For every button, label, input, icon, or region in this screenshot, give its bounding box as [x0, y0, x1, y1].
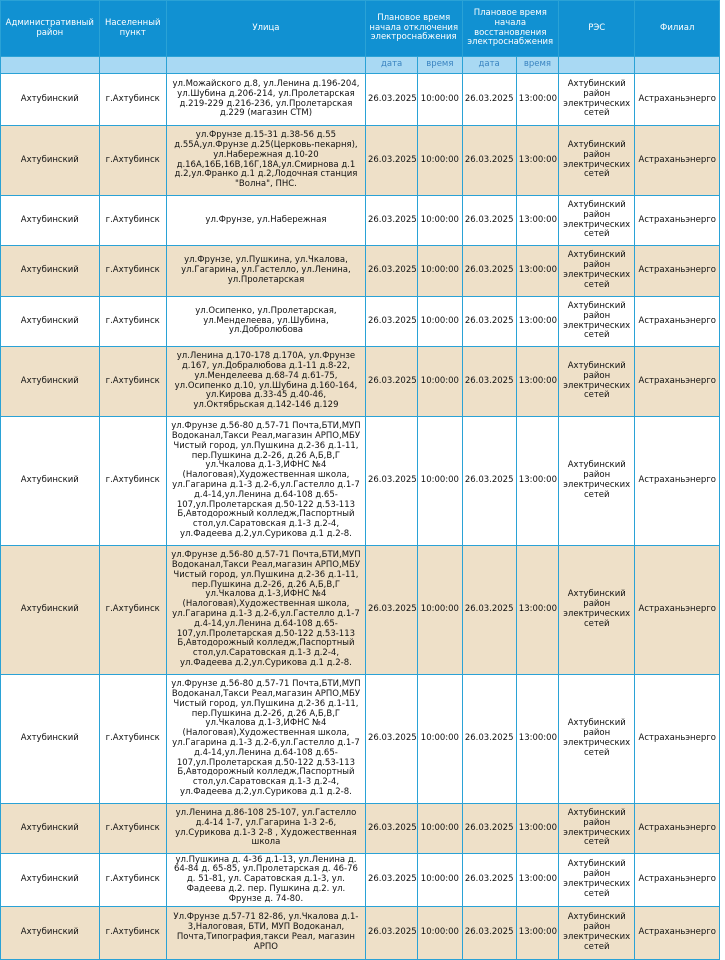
off-date-cell: 26.03.2025 — [365, 675, 417, 804]
on-time-cell: 13:00:00 — [516, 297, 558, 347]
locality-cell: г.Ахтубинск — [99, 804, 166, 854]
district-cell: Ахтубинский — [1, 417, 100, 546]
on-time-cell: 13:00:00 — [516, 347, 558, 417]
off-time-cell: 10:00:00 — [418, 74, 462, 126]
subheader-empty — [166, 57, 365, 74]
on-date-cell: 26.03.2025 — [462, 246, 516, 297]
on-date-cell: 26.03.2025 — [462, 907, 516, 960]
subheader-empty — [1, 57, 100, 74]
res-cell: Ахтубинский район электрических сетей — [559, 246, 635, 297]
header-row — [1, 1, 720, 57]
street-cell: ул.Пушкина д. 4-36 д.1-13, ул.Ленина д. 64-84 д. 65-85, ул.Пролетарская д. 46-76 д. 51-81, ул. Саратовская д.1-3, ул. Фадеева д.2. пер. Пушкина д.2. ул. Фрунзе д. 74-80. — [166, 854, 365, 907]
header-branch: Филиал — [635, 1, 720, 57]
off-date-cell: 26.03.2025 — [365, 126, 417, 196]
district-cell: Ахтубинский — [1, 675, 100, 804]
branch-cell: Астраханьэнерго — [635, 675, 720, 804]
locality-cell: г.Ахтубинск — [99, 297, 166, 347]
off-date-cell: 26.03.2025 — [365, 417, 417, 546]
table-row — [1, 74, 720, 126]
res-cell: Ахтубинский район электрических сетей — [559, 854, 635, 907]
branch-cell: Астраханьэнерго — [635, 854, 720, 907]
table-row — [1, 246, 720, 297]
off-date-cell: 26.03.2025 — [365, 297, 417, 347]
subheader-off-date: дата — [365, 57, 417, 74]
street-cell: ул.Осипенко, ул.Пролетарская, ул.Менделеева, ул.Шубина, ул.Добролюбова — [166, 297, 365, 347]
branch-cell: Астраханьэнерго — [635, 347, 720, 417]
on-time-cell: 13:00:00 — [516, 417, 558, 546]
street-cell: ул.Ленина д.86-108 25-107, ул.Гастелло д.4-14 1-7, ул.Гагарина 1-3 2-6, ул.Сурикова д.1-3 2-8 , Художественная школа — [166, 804, 365, 854]
locality-cell: г.Ахтубинск — [99, 246, 166, 297]
on-date-cell: 26.03.2025 — [462, 804, 516, 854]
on-time-cell: 13:00:00 — [516, 74, 558, 126]
district-cell: Ахтубинский — [1, 854, 100, 907]
branch-cell: Астраханьэнерго — [635, 246, 720, 297]
street-cell: ул.Ленина д.170-178 д.170А, ул.Фрунзе д.167, ул.Добралюбова д.1-11 д.8-22, ул.Менделеева д.68-74 д.61-75, ул.Осипенко д.10, ул.Шубина д.160-164, ул.Кирова д.33-45 д.40-46, ул.Октябрьская д.142-146 д.129 — [166, 347, 365, 417]
locality-cell: г.Ахтубинск — [99, 907, 166, 960]
off-time-cell: 10:00:00 — [418, 675, 462, 804]
res-cell: Ахтубинский район электрических сетей — [559, 297, 635, 347]
table-row — [1, 804, 720, 854]
on-date-cell: 26.03.2025 — [462, 74, 516, 126]
table-row — [1, 907, 720, 960]
locality-cell: г.Ахтубинск — [99, 347, 166, 417]
res-cell: Ахтубинский район электрических сетей — [559, 675, 635, 804]
on-date-cell: 26.03.2025 — [462, 347, 516, 417]
res-cell: Ахтубинский район электрических сетей — [559, 546, 635, 675]
off-time-cell: 10:00:00 — [418, 907, 462, 960]
on-date-cell: 26.03.2025 — [462, 297, 516, 347]
off-time-cell: 10:00:00 — [418, 126, 462, 196]
off-time-cell: 10:00:00 — [418, 417, 462, 546]
table-row — [1, 297, 720, 347]
res-cell: Ахтубинский район электрических сетей — [559, 74, 635, 126]
res-cell: Ахтубинский район электрических сетей — [559, 347, 635, 417]
locality-cell: г.Ахтубинск — [99, 546, 166, 675]
off-time-cell: 10:00:00 — [418, 297, 462, 347]
district-cell: Ахтубинский — [1, 74, 100, 126]
off-time-cell: 10:00:00 — [418, 347, 462, 417]
table-row — [1, 417, 720, 546]
street-cell: ул.Фрунзе, ул.Пушкина, ул.Чкалова, ул.Гагарина, ул.Гастелло, ул.Ленина, ул.Пролетарская — [166, 246, 365, 297]
header-off: Плановое время начала отключения электроснабжения — [365, 1, 462, 57]
table-row — [1, 675, 720, 804]
on-time-cell: 13:00:00 — [516, 854, 558, 907]
on-date-cell: 26.03.2025 — [462, 196, 516, 246]
table-row — [1, 546, 720, 675]
district-cell: Ахтубинский — [1, 907, 100, 960]
district-cell: Ахтубинский — [1, 347, 100, 417]
off-date-cell: 26.03.2025 — [365, 246, 417, 297]
district-cell: Ахтубинский — [1, 804, 100, 854]
district-cell: Ахтубинский — [1, 546, 100, 675]
off-date-cell: 26.03.2025 — [365, 196, 417, 246]
branch-cell: Астраханьэнерго — [635, 417, 720, 546]
subheader-empty — [559, 57, 635, 74]
off-date-cell: 26.03.2025 — [365, 347, 417, 417]
on-time-cell: 13:00:00 — [516, 246, 558, 297]
res-cell: Ахтубинский район электрических сетей — [559, 804, 635, 854]
street-cell: ул.Фрунзе д.56-80 д.57-71 Почта,БТИ,МУП Водоканал,Такси Реал,магазин АРПО,МБУ Чистый город, ул.Пушкина д.2-36 д.1-11, пер.Пушкина д.2-26, д.26 А,Б,В,Г ул.Чкалова д.1-3,ИФНС №4 (Налоговая),Художественная школа, ул.Гагарина д.1-3 д.2-6,ул.Гастелло д.1-7 д.4-14,ул.Ленина д.64-108 д.65-107,ул.Пролетарская д.50-122 д.53-113 Б,Автодорожный колледж,Паспортный стол,ул.Саратовская д.1-3 д.2-4, ул.Фадеева д.2,ул.Сурикова д.1 д.2-8. — [166, 546, 365, 675]
on-date-cell: 26.03.2025 — [462, 126, 516, 196]
branch-cell: Астраханьэнерго — [635, 126, 720, 196]
on-time-cell: 13:00:00 — [516, 804, 558, 854]
on-date-cell: 26.03.2025 — [462, 417, 516, 546]
header-street: Улица — [166, 1, 365, 57]
header-district: Административный район — [1, 1, 100, 57]
res-cell: Ахтубинский район электрических сетей — [559, 417, 635, 546]
branch-cell: Астраханьэнерго — [635, 907, 720, 960]
off-date-cell: 26.03.2025 — [365, 74, 417, 126]
branch-cell: Астраханьэнерго — [635, 297, 720, 347]
off-time-cell: 10:00:00 — [418, 804, 462, 854]
off-time-cell: 10:00:00 — [418, 546, 462, 675]
subheader-on-date: дата — [462, 57, 516, 74]
off-date-cell: 26.03.2025 — [365, 907, 417, 960]
res-cell: Ахтубинский район электрических сетей — [559, 196, 635, 246]
on-time-cell: 13:00:00 — [516, 196, 558, 246]
res-cell: Ахтубинский район электрических сетей — [559, 126, 635, 196]
off-time-cell: 10:00:00 — [418, 854, 462, 907]
res-cell: Ахтубинский район электрических сетей — [559, 907, 635, 960]
on-time-cell: 13:00:00 — [516, 126, 558, 196]
district-cell: Ахтубинский — [1, 196, 100, 246]
street-cell: Ул.Фрунзе д.57-71 82-86, ул.Чкалова д.1-3,Налоговая, БТИ, МУП Водоканал, Почта,Типография,такси Реал, магазин АРПО — [166, 907, 365, 960]
subheader-off-time: время — [418, 57, 462, 74]
subheader-row — [1, 57, 720, 74]
table-row — [1, 126, 720, 196]
street-cell: ул.Можайского д.8, ул.Ленина д.196-204, ул.Шубина д.206-214, ул.Пролетарская д.219-229 д.216-236, ул.Пролетарская д.229 (магазин СТМ) — [166, 74, 365, 126]
on-time-cell: 13:00:00 — [516, 907, 558, 960]
table-row — [1, 196, 720, 246]
off-date-cell: 26.03.2025 — [365, 804, 417, 854]
header-locality: Населенный пункт — [99, 1, 166, 57]
header-res: РЭС — [559, 1, 635, 57]
street-cell: ул.Фрунзе, ул.Набережная — [166, 196, 365, 246]
locality-cell: г.Ахтубинск — [99, 126, 166, 196]
table-body — [1, 74, 720, 960]
locality-cell: г.Ахтубинск — [99, 675, 166, 804]
district-cell: Ахтубинский — [1, 126, 100, 196]
locality-cell: г.Ахтубинск — [99, 417, 166, 546]
header-restore: Плановое время начала восстановления электроснабжения — [462, 1, 559, 57]
subheader-on-time: время — [516, 57, 558, 74]
street-cell: ул.Фрунзе д.56-80 д.57-71 Почта,БТИ,МУП Водоканал,Такси Реал,магазин АРПО,МБУ Чистый город, ул.Пушкина д.2-36 д.1-11, пер.Пушкина д.2-26, д.26 А,Б,В,Г ул.Чкалова д.1-3,ИФНС №4 (Налоговая),Художественная школа, ул.Гагарина д.1-3 д.2-6,ул.Гастелло д.1-7 д.4-14,ул.Ленина д.64-108 д.65-107,ул.Пролетарская д.50-122 д.53-113 Б,Автодорожный колледж,Паспортный стол,ул.Саратовская д.1-3 д.2-4, ул.Фадеева д.2,ул.Сурикова д.1 д.2-8. — [166, 417, 365, 546]
off-date-cell: 26.03.2025 — [365, 854, 417, 907]
branch-cell: Астраханьэнерго — [635, 196, 720, 246]
branch-cell: Астраханьэнерго — [635, 546, 720, 675]
on-date-cell: 26.03.2025 — [462, 546, 516, 675]
off-time-cell: 10:00:00 — [418, 196, 462, 246]
district-cell: Ахтубинский — [1, 297, 100, 347]
district-cell: Ахтубинский — [1, 246, 100, 297]
locality-cell: г.Ахтубинск — [99, 74, 166, 126]
branch-cell: Астраханьэнерго — [635, 804, 720, 854]
subheader-empty — [635, 57, 720, 74]
on-date-cell: 26.03.2025 — [462, 675, 516, 804]
off-time-cell: 10:00:00 — [418, 246, 462, 297]
street-cell: ул.Фрунзе д.56-80 д.57-71 Почта,БТИ,МУП Водоканал,Такси Реал,магазин АРПО,МБУ Чистый город, ул.Пушкина д.2-36 д.1-11, пер.Пушкина д.2-26, д.26 А,Б,В,Г ул.Чкалова д.1-3,ИФНС №4 (Налоговая),Художественная школа, ул.Гагарина д.1-3 д.2-6,ул.Гастелло д.1-7 д.4-14,ул.Ленина д.64-108 д.65-107,ул.Пролетарская д.50-122 д.53-113 Б,Автодорожный колледж,Паспортный стол,ул.Саратовская д.1-3 д.2-4, ул.Фадеева д.2,ул.Сурикова д.1 д.2-8. — [166, 675, 365, 804]
branch-cell: Астраханьэнерго — [635, 74, 720, 126]
locality-cell: г.Ахтубинск — [99, 854, 166, 907]
table-row — [1, 347, 720, 417]
on-time-cell: 13:00:00 — [516, 675, 558, 804]
on-time-cell: 13:00:00 — [516, 546, 558, 675]
table-row — [1, 854, 720, 907]
subheader-empty — [99, 57, 166, 74]
on-date-cell: 26.03.2025 — [462, 854, 516, 907]
street-cell: ул.Фрунзе д.15-31 д.38-56 д.55 д.55А,ул.Фрунзе д.25(Церковь-пекарня), ул.Набережная д.10-20 д.16А,16Б,16В,16Г,18А,ул.Смирнова д.1 д.2,ул.Франко д.1 д.2,Лодочная станция "Волна", ПНС. — [166, 126, 365, 196]
off-date-cell: 26.03.2025 — [365, 546, 417, 675]
locality-cell: г.Ахтубинск — [99, 196, 166, 246]
